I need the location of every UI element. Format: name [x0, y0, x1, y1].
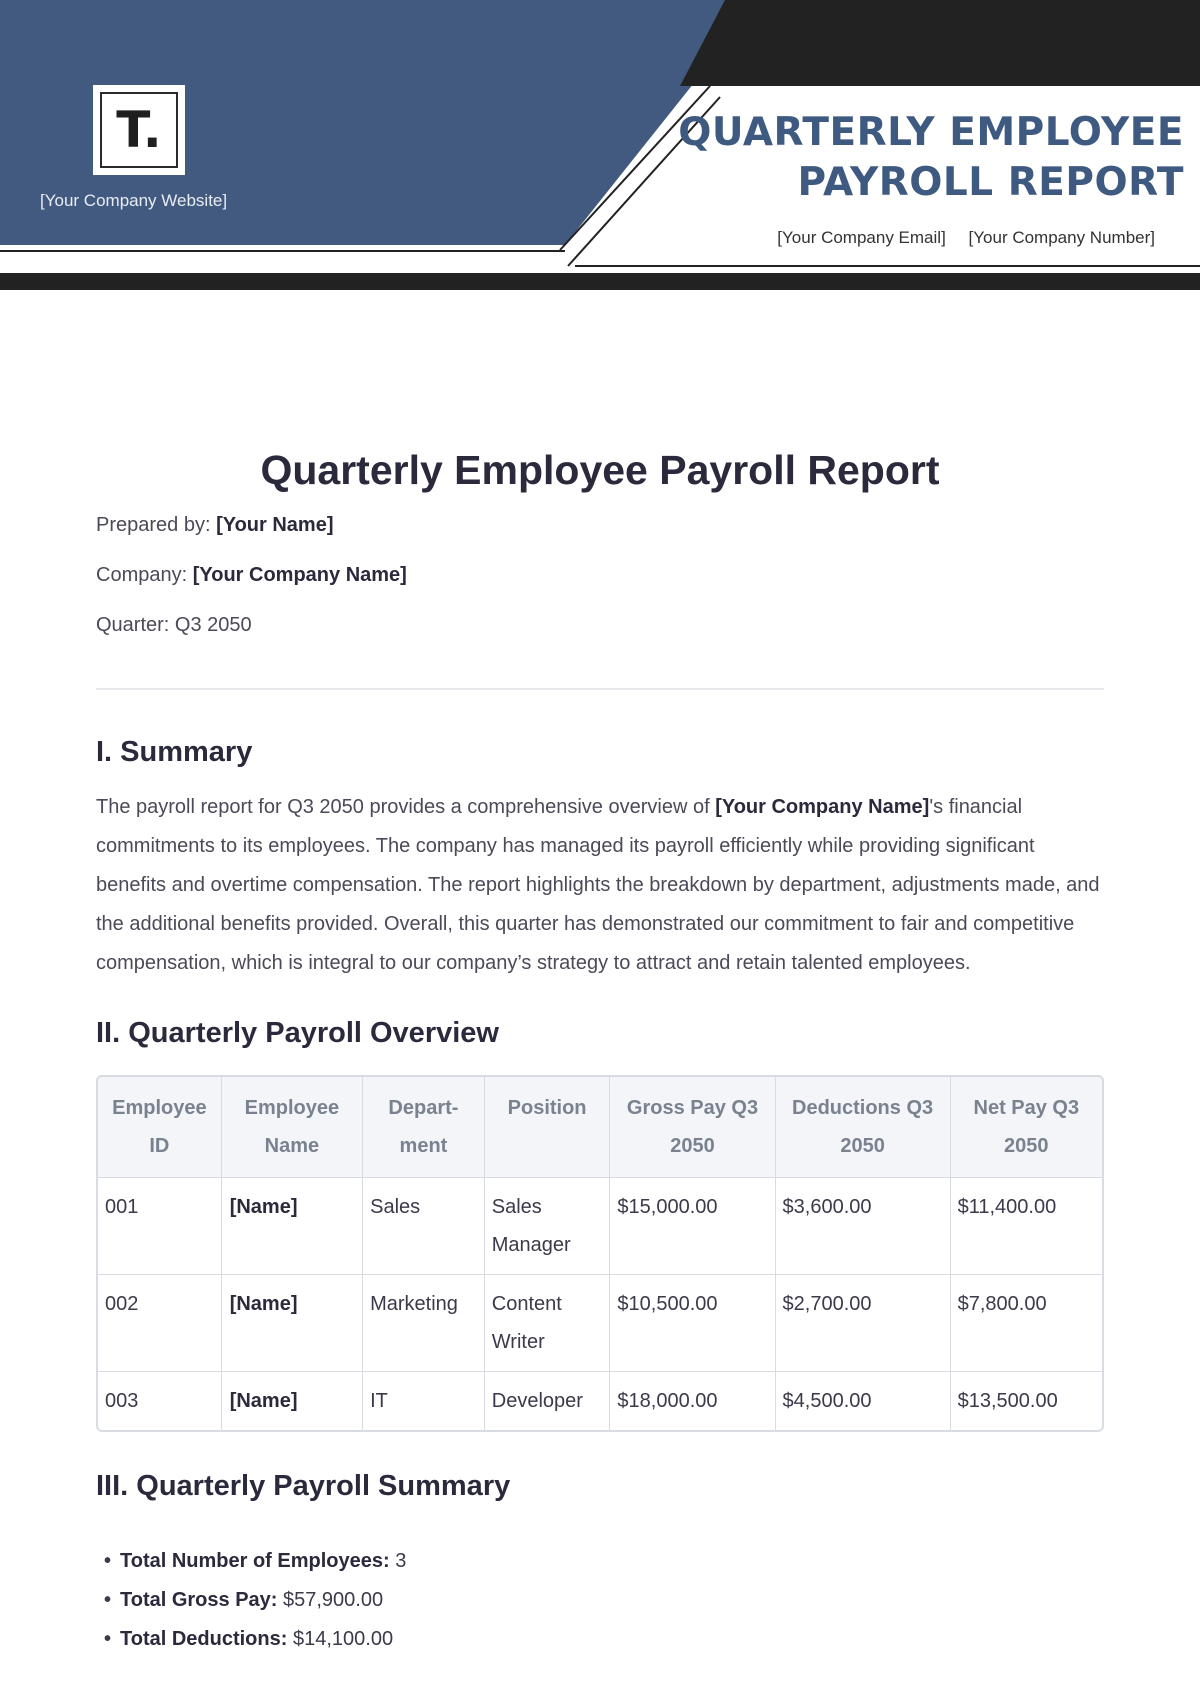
net-pay-cell: $13,500.00	[957, 1390, 1058, 1412]
employee-id-cell: 002	[98, 1275, 222, 1372]
list-item	[104, 1542, 1104, 1581]
column-header: Deductions Q3 2050	[776, 1077, 951, 1178]
company-number: [Your Company Number]	[968, 228, 1155, 247]
company-email: [Your Company Email]	[777, 228, 946, 247]
quarter-value: Q3 2050	[174, 614, 252, 636]
summary-item-value: 3	[389, 1550, 407, 1572]
column-header: Employee ID	[98, 1077, 222, 1178]
summary-item-label: Total Deductions:	[120, 1628, 288, 1650]
quarter-line	[96, 606, 1104, 644]
employee-id-cell: 003	[98, 1372, 222, 1430]
document-header	[0, 0, 1200, 300]
bullet-icon: •	[104, 1628, 112, 1650]
company-website: [Your Company Website]	[40, 191, 228, 210]
employee-name-cell: [Name]	[222, 1275, 363, 1372]
column-header: Depart-ment	[363, 1077, 485, 1178]
net-pay-cell: $11,400.00	[951, 1178, 1102, 1275]
company-label: Company:	[96, 564, 193, 586]
position-cell: Developer	[485, 1372, 611, 1430]
position-cell: Sales Manager	[485, 1178, 611, 1275]
table-row	[98, 1178, 1102, 1275]
section-divider	[96, 688, 1104, 690]
quarter-label: Quarter:	[96, 614, 175, 636]
overview-heading: II. Quarterly Payroll Overview	[96, 1017, 499, 1049]
deductions-cell: $4,500.00	[776, 1372, 951, 1430]
list-item	[104, 1620, 1104, 1659]
summary-heading: I. Summary	[96, 736, 253, 768]
column-header: Net Pay Q3 2050	[951, 1077, 1102, 1178]
employee-id-cell: 001	[98, 1178, 222, 1275]
prepared-by-line	[96, 506, 1104, 544]
company-logo	[95, 87, 183, 173]
gross-pay-cell: $10,500.00	[610, 1275, 775, 1372]
gross-pay-cell: $18,000.00	[610, 1372, 775, 1430]
summary-text-after: 's financial commitments to its employees. The company has managed its payroll efficiently while providing significant benefits and overtime compensation. The report highlights the breakdown by department, adjustments made, and the additional benefits provided. Overall, this quarter has demonstrated our commitment to fair and competitive compensation, which is integral to our company’s strategy to attract and retain talented employees.	[96, 796, 1100, 974]
table-row	[98, 1372, 1102, 1430]
bullet-icon: •	[104, 1550, 112, 1572]
employee-name-cell: [Name]	[222, 1372, 363, 1430]
table-header-row	[98, 1077, 1102, 1178]
column-header: Gross Pay Q3 2050	[610, 1077, 775, 1178]
document-title: Quarterly Employee Payroll Report	[260, 447, 940, 493]
list-item	[104, 1581, 1104, 1620]
payroll-table	[96, 1075, 1104, 1432]
payroll-summary-heading: III. Quarterly Payroll Summary	[96, 1470, 511, 1502]
table-row	[98, 1275, 1102, 1372]
summary-item-value: $14,100.00	[287, 1628, 394, 1650]
employee-name-cell: [Name]	[222, 1178, 363, 1275]
header-title	[664, 108, 1184, 208]
summary-paragraph	[96, 788, 1104, 983]
summary-item-value: $57,900.00	[277, 1589, 384, 1611]
logo-letter: T.	[100, 92, 178, 168]
company-line	[96, 556, 1104, 594]
header-contact	[759, 228, 1155, 248]
prepared-by-value: [Your Name]	[216, 514, 334, 536]
header-title-line2: PAYROLL REPORT	[797, 160, 1184, 205]
summary-item-label: Total Gross Pay:	[120, 1589, 278, 1611]
net-pay-cell: $7,800.00	[951, 1275, 1102, 1372]
prepared-by-label: Prepared by:	[96, 514, 217, 536]
column-header: Employee Name	[222, 1077, 363, 1178]
bullet-icon: •	[104, 1589, 112, 1611]
department-cell: IT	[363, 1372, 485, 1430]
document-body	[96, 440, 1104, 1659]
payroll-summary-list	[96, 1542, 1104, 1659]
header-dark-band	[680, 0, 1200, 86]
gross-pay-cell: $15,000.00	[610, 1178, 775, 1275]
deductions-cell: $3,600.00	[776, 1178, 951, 1275]
summary-item-label: Total Number of Employees:	[120, 1550, 390, 1572]
header-title-line1: QUARTERLY EMPLOYEE	[678, 110, 1184, 155]
position-cell: Content Writer	[485, 1275, 611, 1372]
summary-company: [Your Company Name]	[715, 796, 930, 818]
department-cell: Sales	[363, 1178, 485, 1275]
deductions-cell: $2,700.00	[776, 1275, 951, 1372]
header-bottom-bar	[0, 273, 1200, 290]
column-header: Position	[485, 1077, 611, 1178]
department-cell: Marketing	[363, 1275, 485, 1372]
summary-text-before: The payroll report for Q3 2050 provides a comprehensive overview of	[96, 796, 716, 818]
company-value: [Your Company Name]	[192, 564, 407, 586]
